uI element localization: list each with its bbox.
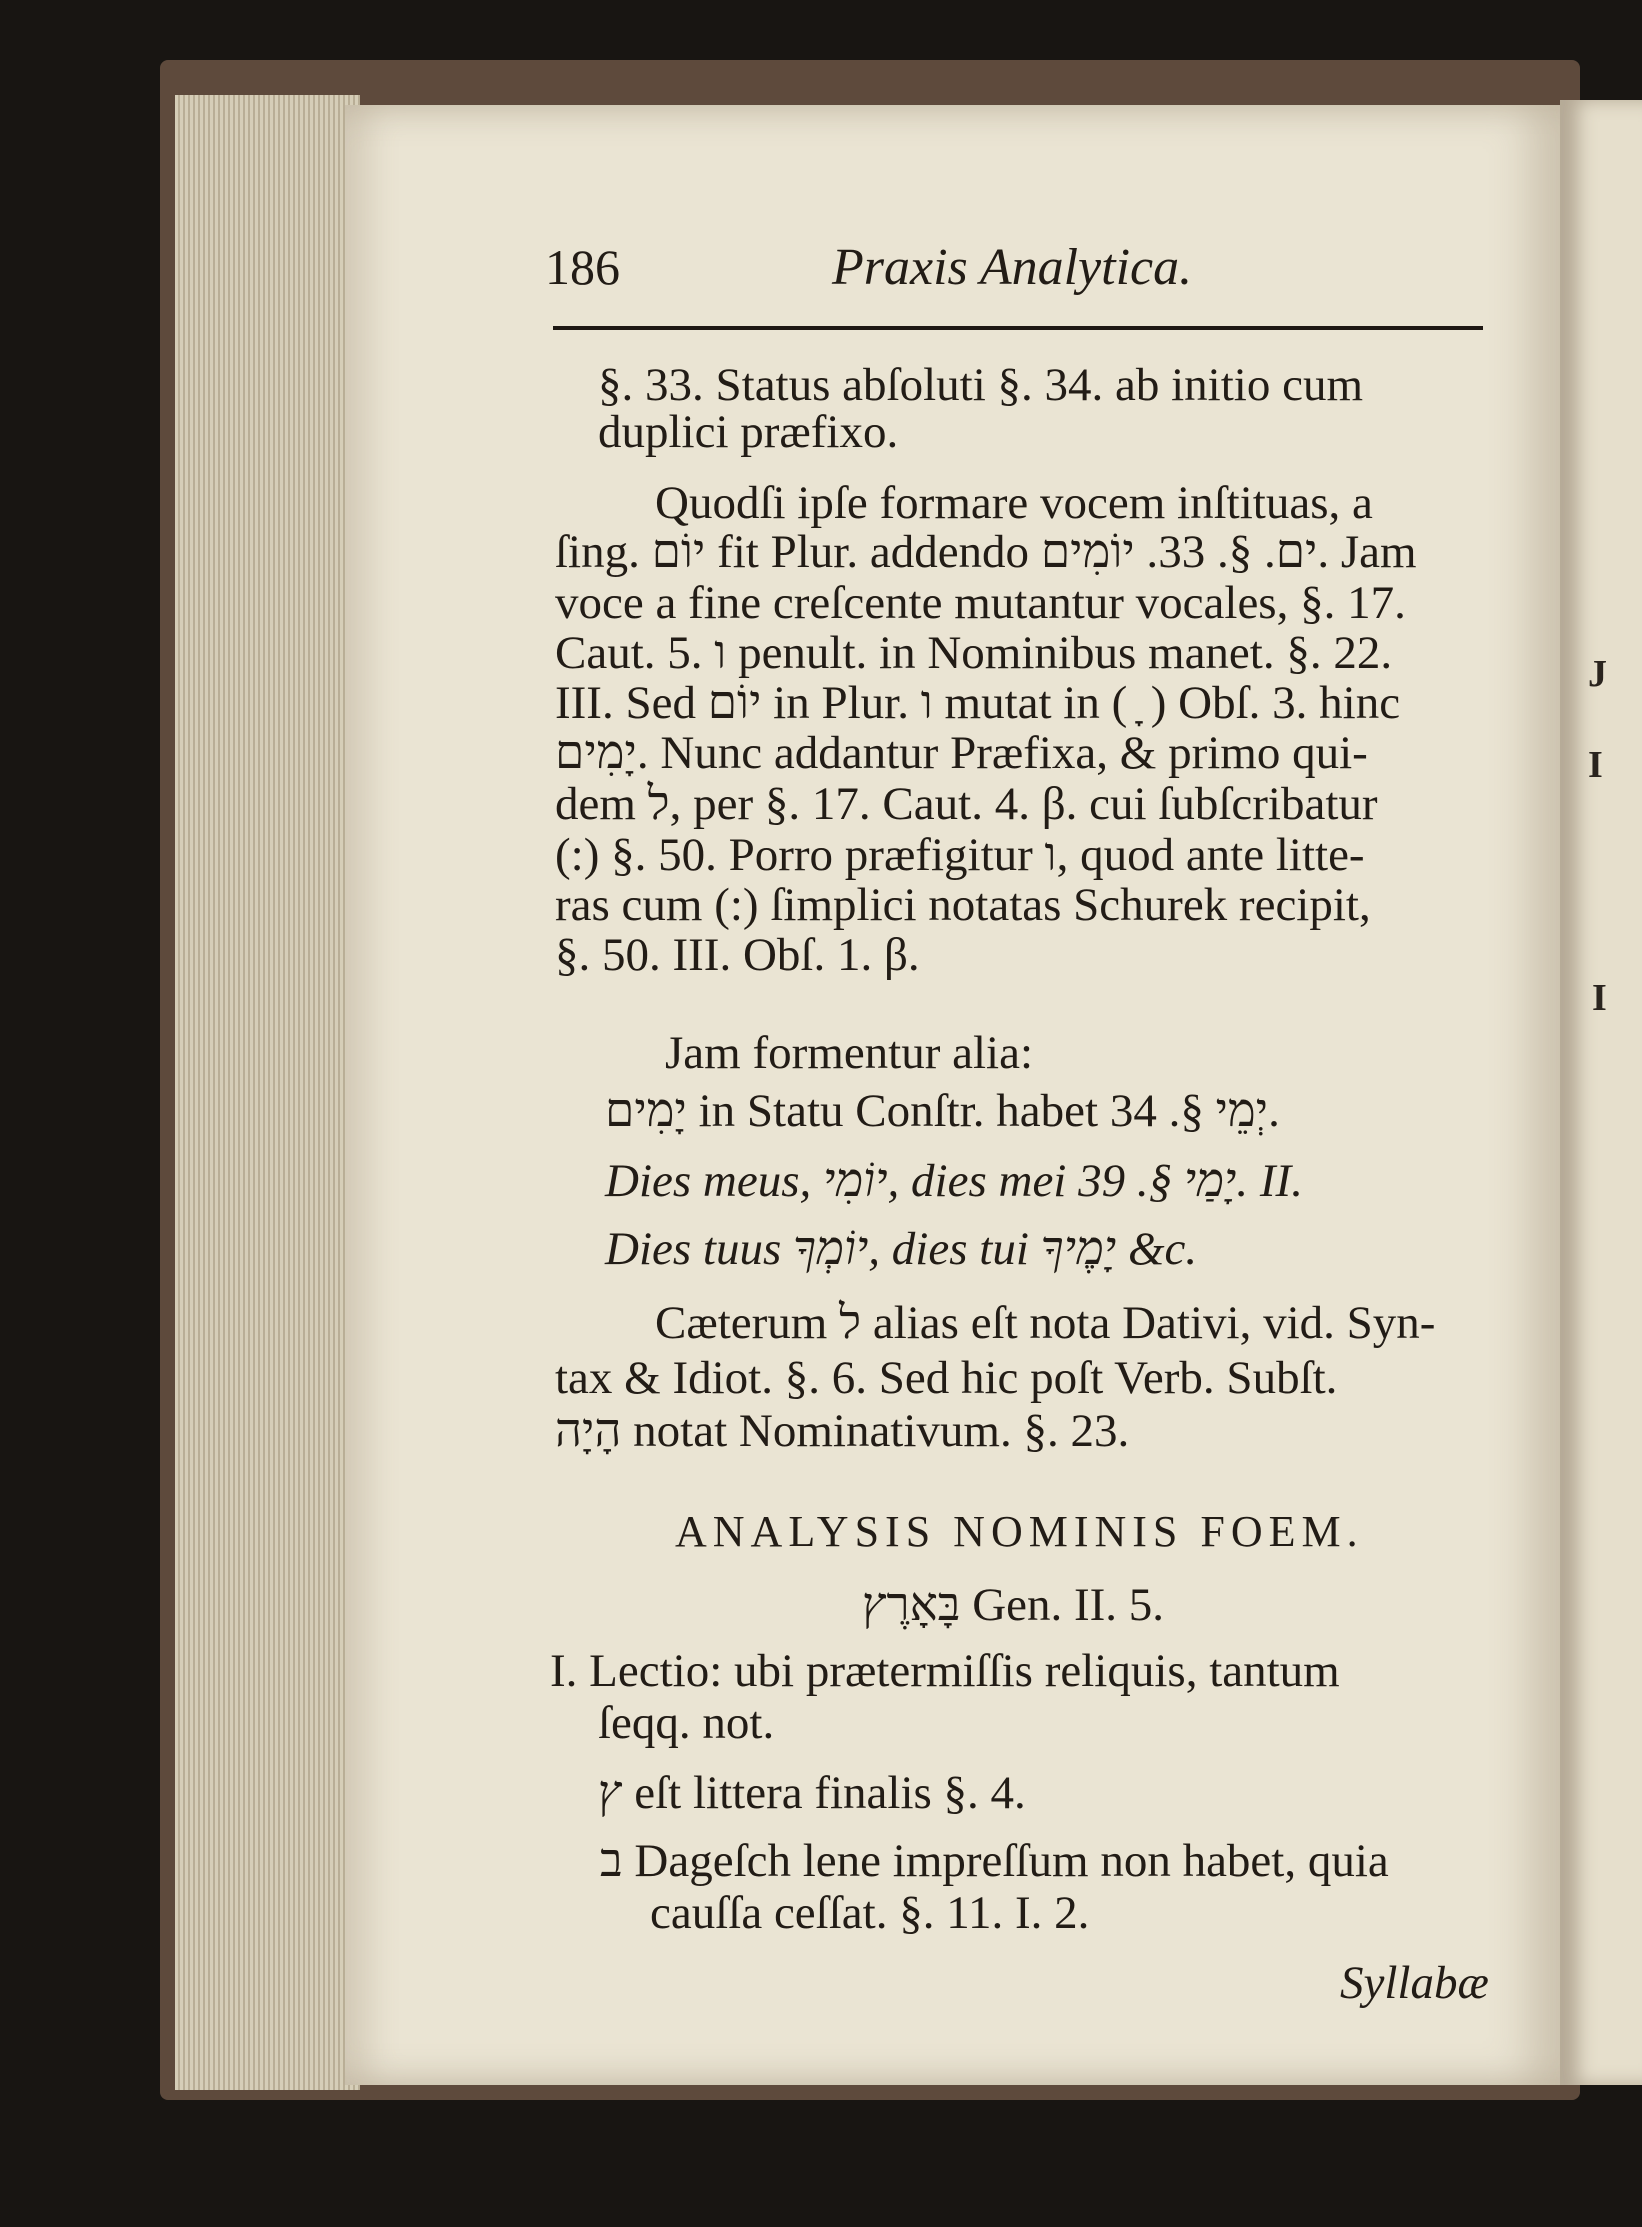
text-line: §. 33. Status abſoluti §. 34. ab initio cum	[598, 359, 1364, 411]
facing-page-edge	[1560, 100, 1642, 2085]
running-title: Praxis Analytica.	[832, 239, 1193, 296]
header-rule	[553, 326, 1483, 330]
text-line: Cæterum ל alias eſt nota Dativi, vid. Syn-	[655, 1297, 1436, 1349]
catchword: Syllabæ	[1340, 1957, 1489, 2009]
text-line: (:) §. 50. Porro præfigitur ו, quod ante litte-	[555, 829, 1365, 881]
text-line: ſing. יוֹם fit Plur. addendo ים. §. 33. יוֹמִים. Jam	[555, 526, 1417, 578]
section-heading: ANALYSIS NOMINIS FOEM.	[675, 1507, 1364, 1556]
page-edges	[175, 95, 360, 2090]
text-line: duplici præfixo.	[598, 406, 899, 458]
text-line: cauſſa ceſſat. §. 11. I. 2.	[650, 1887, 1090, 1939]
text-line: יָמִים in Statu Conſtr. habet יְמֵי §. 34.	[605, 1085, 1280, 1137]
text-line: בָּאָרֶץ Gen. II. 5.	[862, 1579, 1165, 1631]
facing-page-fragment: J	[1588, 653, 1607, 695]
facing-page-fragment: I	[1592, 977, 1607, 1019]
text-line: Dies meus, יוֹמִי, dies mei יָמַי §. 39. II.	[605, 1155, 1303, 1207]
text-line: Caut. 5. ו penult. in Nominibus manet. §. 22.	[555, 627, 1393, 679]
text-line: הָיָה notat Nominativum. §. 23.	[555, 1405, 1130, 1457]
text-line: ſeqq. not.	[598, 1697, 775, 1749]
text-line: I. Lectio: ubi prætermiſſis reliquis, tantum	[550, 1645, 1340, 1697]
text-line: tax & Idiot. §. 6. Sed hic poſt Verb. Subſt.	[555, 1352, 1338, 1404]
text-line: Dies tuus יוֹמְךָ, dies tui יָמֶיךָ &c.	[605, 1223, 1198, 1275]
facing-page-fragment: I	[1588, 744, 1603, 786]
text-line: ב Dageſch lene impreſſum non habet, quia	[600, 1835, 1389, 1887]
text-line: ץ eſt littera finalis §. 4.	[598, 1767, 1026, 1819]
text-line: voce a fine creſcente mutantur vocales, §. 17.	[555, 577, 1406, 629]
text-line: יָמִים. Nunc addantur Præfixa, & primo qui-	[555, 727, 1368, 779]
text-line: III. Sed יוֹם in Plur. ו mutat in ( ָ ) Obſ. 3. hinc	[555, 677, 1401, 729]
text-line: Quodſi ipſe formare vocem inſtituas, a	[655, 477, 1373, 529]
text-line: Jam formentur alia:	[665, 1027, 1034, 1079]
page-number: 186	[545, 239, 620, 295]
text-line: §. 50. III. Obſ. 1. β.	[555, 929, 920, 981]
text-line: dem ל, per §. 17. Caut. 4. β. cui ſubſcribatur	[555, 778, 1378, 830]
text-line: ras cum (:) ſimplici notatas Schurek recipit,	[555, 879, 1371, 931]
